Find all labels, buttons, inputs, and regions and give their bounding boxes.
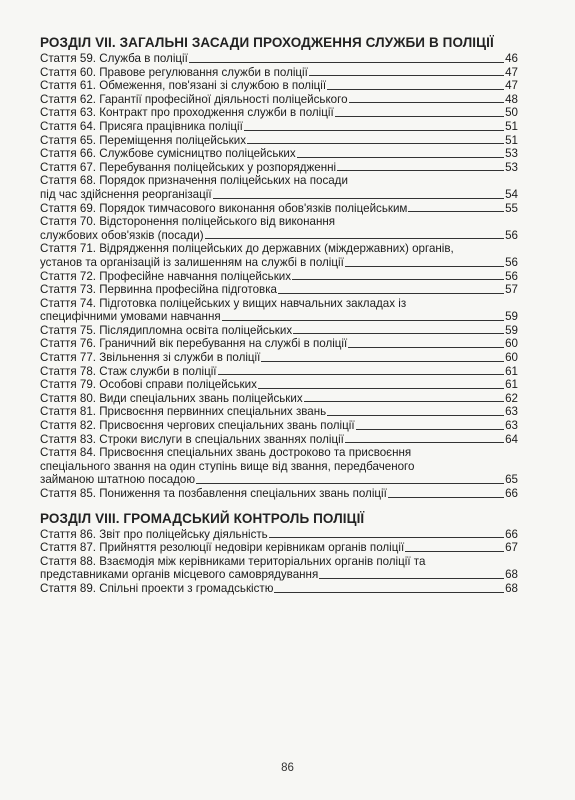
toc-entry[interactable] xyxy=(40,283,518,297)
dot-leader xyxy=(189,62,504,63)
toc-entry[interactable] xyxy=(40,93,518,107)
dot-leader xyxy=(218,374,505,375)
toc-entry[interactable] xyxy=(40,405,518,419)
entry-page-number: 59 xyxy=(505,323,518,337)
entry-page-number: 61 xyxy=(505,378,518,392)
entry-title-line: Стаття 81. Присвоєння первинних спеціальних звань xyxy=(40,405,327,419)
toc-entry[interactable] xyxy=(40,120,518,134)
dot-leader xyxy=(327,89,504,90)
entry-page-number: 61 xyxy=(505,364,518,378)
entry-title-line: Стаття 85. Пониження та позбавлення спеціальних звань поліції xyxy=(40,487,387,500)
entry-title-line: Стаття 75. Післядипломна освіта поліцейських xyxy=(40,323,293,337)
entry-title-line: Стаття 89. Спільні проекти з громадськістю xyxy=(40,581,274,595)
toc-entry[interactable] xyxy=(40,446,518,487)
toc-entry[interactable] xyxy=(40,134,518,148)
entry-page-number: 67 xyxy=(505,541,518,555)
entry-page-number: 66 xyxy=(505,487,518,500)
entry-page-number: 51 xyxy=(505,119,518,133)
entry-title-line: представниками органів місцевого самоврядування xyxy=(40,568,319,582)
toc-entry[interactable] xyxy=(40,270,518,284)
entry-page-number: 51 xyxy=(505,133,518,147)
dot-leader xyxy=(319,578,504,579)
entry-title-line: Стаття 86. Звіт про поліцейську діяльність xyxy=(40,527,268,541)
toc-entry[interactable] xyxy=(40,555,518,582)
entry-title-line: під час здійснення реорганізації xyxy=(40,187,212,201)
entry-title-line: Стаття 88. Взаємодія між керівниками територіальних органів поліції та xyxy=(40,554,426,568)
entry-title-line: Стаття 72. Професійне навчання поліцейських xyxy=(40,269,292,283)
dot-leader xyxy=(337,170,504,171)
toc-entry[interactable] xyxy=(40,174,518,201)
entry-title-line: Стаття 71. Відрядження поліцейських до державних (міждержавних) органів, xyxy=(40,242,454,256)
dot-leader xyxy=(205,238,505,239)
entry-title-line: Стаття 74. Підготовка поліцейських у вищих навчальних закладах із xyxy=(40,296,407,310)
entry-page-number: 46 xyxy=(505,52,518,65)
dot-leader xyxy=(196,483,504,484)
dot-leader xyxy=(345,442,504,443)
entry-page-number: 59 xyxy=(505,310,518,324)
entry-title-line: Стаття 68. Порядок призначення поліцейських на посади xyxy=(40,174,348,188)
toc-entry[interactable] xyxy=(40,106,518,120)
dot-leader xyxy=(258,388,504,389)
entry-page-number: 47 xyxy=(505,65,518,79)
entry-page-number: 63 xyxy=(505,419,518,433)
toc-entry[interactable] xyxy=(40,487,518,501)
dot-leader xyxy=(349,102,505,103)
entry-page-number: 65 xyxy=(505,473,518,487)
dot-leader xyxy=(261,361,504,362)
toc-entry[interactable] xyxy=(40,79,518,93)
dot-leader xyxy=(292,279,504,280)
toc-entry[interactable] xyxy=(40,582,518,596)
entry-title-line: Стаття 80. Види спеціальних звань поліцейських xyxy=(40,391,303,405)
toc-entry[interactable] xyxy=(40,202,518,216)
toc-section xyxy=(40,510,518,596)
dot-leader xyxy=(345,266,504,267)
toc-entry[interactable] xyxy=(40,337,518,351)
entry-title-line: Стаття 70. Відсторонення поліцейського від виконання xyxy=(40,215,336,229)
dot-leader xyxy=(269,537,504,538)
entry-title-line: Стаття 62. Гарантії професійної діяльності поліцейського xyxy=(40,92,348,106)
entry-page-number: 63 xyxy=(505,405,518,419)
toc-entry[interactable] xyxy=(40,52,518,66)
dot-leader xyxy=(335,116,504,117)
entry-page-number: 62 xyxy=(505,391,518,405)
entry-title-line: Стаття 73. Первинна професійна підготовка xyxy=(40,283,277,297)
dot-leader xyxy=(213,198,505,199)
section-title: РОЗДІЛ VIII. ГРОМАДСЬКИЙ КОНТРОЛЬ ПОЛІЦІЇ xyxy=(40,510,365,526)
entry-title-line: Стаття 63. Контракт про проходження служби в поліції xyxy=(40,106,334,120)
entry-title-line: Стаття 84. Присвоєння спеціальних звань достроково та присвоєння xyxy=(40,446,412,460)
entry-page-number: 60 xyxy=(505,337,518,351)
toc-entry[interactable] xyxy=(40,541,518,555)
toc-entry[interactable] xyxy=(40,392,518,406)
dot-leader xyxy=(327,415,504,416)
entry-title-line: Стаття 59. Служба в поліції xyxy=(40,52,188,65)
entry-page-number: 53 xyxy=(505,147,518,161)
entry-title-line: Стаття 64. Присяга працівника поліції xyxy=(40,119,243,133)
entry-page-number: 64 xyxy=(505,432,518,446)
dot-leader xyxy=(274,592,504,593)
entry-page-number: 68 xyxy=(505,568,518,582)
dot-leader xyxy=(408,211,504,212)
toc-entry[interactable] xyxy=(40,433,518,447)
entry-title-line: Стаття 60. Правове регулювання служби в поліції xyxy=(40,65,308,79)
toc-entry[interactable] xyxy=(40,324,518,338)
dot-leader xyxy=(309,75,504,76)
entry-title-line: Стаття 61. Обмеження, пов'язані зі службою в поліції xyxy=(40,79,327,93)
dot-leader xyxy=(388,497,504,498)
dot-leader xyxy=(222,320,504,321)
toc-entry[interactable] xyxy=(40,242,518,269)
entry-title-line: установ та організацій із залишенням на службі в поліції xyxy=(40,255,344,269)
entry-title-line: Стаття 82. Присвоєння чергових спеціальних звань поліції xyxy=(40,419,355,433)
entry-title-line: Стаття 76. Граничний вік перебування на службі в поліції xyxy=(40,337,348,351)
toc-entry[interactable] xyxy=(40,147,518,161)
entry-page-number: 60 xyxy=(505,351,518,365)
entry-page-number: 57 xyxy=(505,283,518,297)
entry-title-line: Стаття 87. Прийняття резолюції недовіри керівникам органів поліції xyxy=(40,541,405,555)
entry-title-line: Стаття 65. Переміщення поліцейських xyxy=(40,133,247,147)
entry-page-number: 55 xyxy=(505,201,518,215)
dot-leader xyxy=(348,347,504,348)
entry-title-line: Стаття 67. Перебування поліцейських у розпорядженні xyxy=(40,160,337,174)
entry-title-line: Стаття 69. Порядок тимчасового виконання обов'язків поліцейським xyxy=(40,201,408,215)
table-of-contents xyxy=(40,34,518,596)
entry-page-number: 54 xyxy=(505,187,518,201)
dot-leader xyxy=(244,130,504,131)
entry-title-line: спеціального звання на один ступінь вище від звання, передбаченого xyxy=(40,459,415,473)
entry-title-line: Стаття 77. Звільнення зі служби в поліції xyxy=(40,351,261,365)
dot-leader xyxy=(297,157,504,158)
dot-leader xyxy=(293,333,504,334)
page-number: 86 xyxy=(281,762,294,774)
entry-title-line: специфічними умовами навчання xyxy=(40,310,221,324)
entry-title-line: Стаття 83. Строки вислуги в спеціальних званнях поліції xyxy=(40,432,344,446)
entry-title-line: службових обов'язків (посади) xyxy=(40,228,204,242)
entry-page-number: 56 xyxy=(505,269,518,283)
entry-page-number: 50 xyxy=(505,106,518,120)
entry-page-number: 53 xyxy=(505,160,518,174)
toc-section xyxy=(40,34,518,501)
dot-leader xyxy=(278,293,504,294)
entry-page-number: 47 xyxy=(505,79,518,93)
entry-title-line: займаною штатною посадою xyxy=(40,473,196,487)
dot-leader xyxy=(247,143,504,144)
toc-entry[interactable] xyxy=(40,215,518,242)
toc-entry[interactable] xyxy=(40,365,518,379)
toc-entry[interactable] xyxy=(40,528,518,542)
entry-title-line: Стаття 79. Особові справи поліцейських xyxy=(40,378,257,392)
toc-entry[interactable] xyxy=(40,378,518,392)
toc-entry[interactable] xyxy=(40,419,518,433)
toc-entry[interactable] xyxy=(40,161,518,175)
dot-leader xyxy=(304,401,504,402)
toc-entry[interactable] xyxy=(40,66,518,80)
entry-page-number: 56 xyxy=(505,228,518,242)
dot-leader xyxy=(405,551,504,552)
toc-entry[interactable] xyxy=(40,351,518,365)
entry-page-number: 68 xyxy=(505,581,518,595)
entry-page-number: 48 xyxy=(505,92,518,106)
section-title: РОЗДІЛ VII. ЗАГАЛЬНІ ЗАСАДИ ПРОХОДЖЕННЯ СЛУЖБИ В ПОЛІЦІЇ xyxy=(40,35,494,50)
dot-leader xyxy=(356,429,505,430)
entry-page-number: 66 xyxy=(505,527,518,541)
entry-title-line: Стаття 66. Службове сумісництво поліцейських xyxy=(40,147,296,161)
entry-page-number: 56 xyxy=(505,255,518,269)
entry-title-line: Стаття 78. Стаж служби в поліції xyxy=(40,364,217,378)
toc-entry[interactable] xyxy=(40,297,518,324)
